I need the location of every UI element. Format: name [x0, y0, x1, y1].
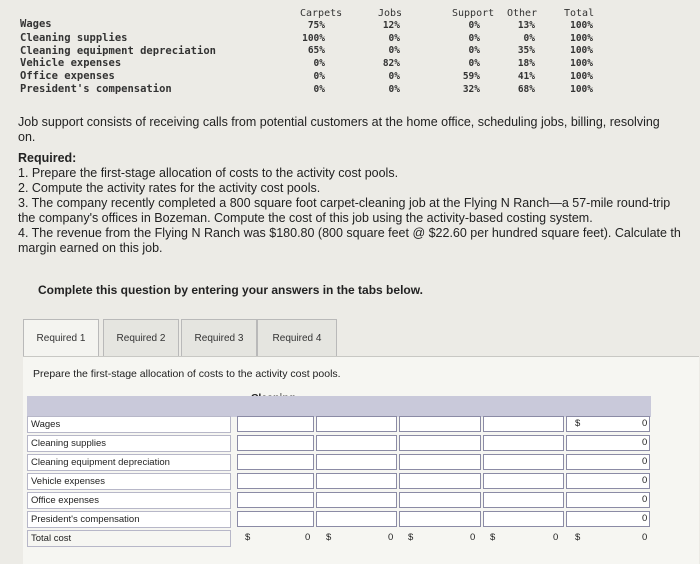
total-column-value: 0	[642, 532, 648, 543]
alloc-cell: 100%	[570, 45, 593, 56]
alloc-cell: 100%	[570, 71, 593, 82]
answer-row-label: Vehicle expenses	[27, 473, 231, 490]
answer-input[interactable]	[399, 416, 481, 432]
answer-input[interactable]	[399, 511, 481, 527]
answer-input[interactable]	[566, 435, 650, 451]
alloc-cell: 13%	[517, 20, 535, 31]
alloc-cell: 32%	[462, 84, 480, 95]
alloc-row-label: Cleaning supplies	[20, 32, 128, 44]
answer-row-label: Wages	[27, 416, 231, 433]
tab-required-3[interactable]	[181, 319, 257, 356]
total-column-value: 0	[642, 494, 648, 505]
required-heading: Required:	[18, 151, 77, 165]
alloc-cell: 68%	[517, 84, 535, 95]
header-band	[27, 396, 651, 417]
answer-row-label: Office expenses	[27, 492, 231, 509]
dollar-sign: $	[575, 418, 581, 429]
alloc-cell: 18%	[517, 58, 535, 69]
answer-input[interactable]	[566, 454, 650, 470]
alloc-cell: 0%	[313, 71, 325, 82]
answer-input[interactable]	[316, 416, 397, 432]
alloc-cell: 0%	[468, 33, 480, 44]
alloc-cell: 82%	[382, 58, 400, 69]
alloc-col-header: Other	[507, 8, 538, 19]
answer-input[interactable]	[237, 435, 314, 451]
dollar-sign: $	[326, 532, 332, 543]
alloc-row-label: President's compensation	[20, 83, 172, 95]
total-column-value: 0	[642, 475, 648, 486]
answer-input[interactable]	[237, 511, 314, 527]
description-text	[18, 115, 700, 145]
tab-required-4[interactable]	[257, 319, 337, 356]
total-row-value: 0	[470, 532, 476, 543]
tab-label: Required 4	[272, 332, 322, 344]
required-item: 3. The company recently completed a 800 square foot carpet-cleaning job at the Flying N Ranch—a 57-mile round-trip	[18, 196, 671, 210]
alloc-cell: 0%	[468, 45, 480, 56]
answer-input[interactable]	[316, 454, 397, 470]
answer-row-label: Total cost	[27, 530, 231, 547]
answer-input[interactable]	[316, 492, 397, 508]
alloc-col-header: Carpets	[300, 8, 343, 19]
required-item: margin earned on this job.	[18, 241, 163, 255]
required-item: the company's offices in Bozeman. Compute the cost of this job using the activity-based costing system.	[18, 211, 593, 225]
alloc-cell: 0%	[388, 71, 400, 82]
alloc-cell: 75%	[307, 20, 325, 31]
answer-input[interactable]	[483, 435, 564, 451]
dollar-sign: $	[490, 532, 496, 543]
alloc-cell: 100%	[570, 20, 593, 31]
prompt-text: Prepare the first-stage allocation of costs to the activity cost pools.	[33, 368, 341, 380]
alloc-row-label: Vehicle expenses	[20, 57, 122, 69]
total-column-value: 0	[642, 437, 648, 448]
answer-input[interactable]	[483, 492, 564, 508]
answer-input[interactable]	[316, 435, 397, 451]
answer-input[interactable]	[237, 473, 314, 489]
total-row-value: 0	[305, 532, 311, 543]
answer-input[interactable]	[566, 473, 650, 489]
answer-row-label: Cleaning supplies	[27, 435, 231, 452]
total-column-value: 0	[642, 418, 648, 429]
tab-label: Required 3	[194, 332, 244, 344]
answer-row-label: President's compensation	[27, 511, 231, 528]
answer-input[interactable]	[566, 511, 650, 527]
alloc-cell: 100%	[570, 58, 593, 69]
alloc-cell: 59%	[462, 71, 480, 82]
total-row-value: 0	[553, 532, 559, 543]
dollar-sign: $	[245, 532, 251, 543]
alloc-cell: 0%	[388, 33, 400, 44]
answer-input[interactable]	[237, 416, 314, 432]
alloc-row-label: Wages	[20, 18, 52, 30]
tab-required-2[interactable]	[103, 319, 179, 356]
required-item: 4. The revenue from the Flying N Ranch was $180.80 (800 square feet @ $22.60 per hundred square feet). Calculate th	[18, 226, 681, 240]
description-line: on.	[18, 130, 36, 144]
alloc-cell: 0%	[388, 84, 400, 95]
answer-input[interactable]	[399, 454, 481, 470]
answer-row-label: Cleaning equipment depreciation	[27, 454, 231, 471]
answer-input[interactable]	[237, 454, 314, 470]
instruction-text: Complete this question by entering your answers in the tabs below.	[38, 283, 423, 297]
alloc-cell: 0%	[468, 20, 480, 31]
alloc-cell: 35%	[517, 45, 535, 56]
alloc-cell: 0%	[313, 84, 325, 95]
answer-input[interactable]	[316, 511, 397, 527]
total-row-value: 0	[388, 532, 394, 543]
tab-label: Required 2	[116, 332, 166, 344]
answer-input[interactable]	[399, 492, 481, 508]
answer-input[interactable]	[566, 492, 650, 508]
answer-input[interactable]	[483, 473, 564, 489]
description-line: Job support consists of receiving calls from potential customers at the home office, scheduling jobs, billing, resolving	[18, 115, 660, 129]
alloc-col-header: Support	[452, 8, 495, 19]
alloc-cell: 100%	[570, 84, 593, 95]
tab-label: Required 1	[36, 332, 86, 344]
answer-input[interactable]	[483, 511, 564, 527]
alloc-cell: 41%	[517, 71, 535, 82]
alloc-cell: 100%	[570, 33, 593, 44]
alloc-row-label: Cleaning equipment depreciation	[20, 45, 216, 57]
alloc-col-header: Jobs	[378, 8, 403, 19]
answer-input[interactable]	[237, 492, 314, 508]
answer-input[interactable]	[399, 473, 481, 489]
answer-input[interactable]	[483, 416, 564, 432]
required-section	[18, 151, 700, 256]
alloc-col-header: Total	[564, 8, 595, 19]
alloc-cell: 65%	[307, 45, 325, 56]
tab-required-1[interactable]	[23, 319, 99, 356]
total-column-value: 0	[642, 513, 648, 524]
alloc-cell: 0%	[468, 58, 480, 69]
total-column-value: 0	[642, 456, 648, 467]
alloc-cell: 0%	[388, 45, 400, 56]
tab-bar	[23, 319, 699, 357]
answer-input[interactable]	[399, 435, 481, 451]
dollar-sign: $	[575, 532, 581, 543]
alloc-cell: 12%	[382, 20, 400, 31]
allocation-table	[0, 0, 700, 100]
alloc-row-label: Office expenses	[20, 70, 115, 82]
answer-input[interactable]	[316, 473, 397, 489]
required-item: 2. Compute the activity rates for the activity cost pools.	[18, 181, 321, 195]
required-item: 1. Prepare the first-stage allocation of costs to the activity cost pools.	[18, 166, 399, 180]
alloc-cell: 0%	[523, 33, 535, 44]
answer-input[interactable]	[483, 454, 564, 470]
alloc-cell: 0%	[313, 58, 325, 69]
dollar-sign: $	[408, 532, 414, 543]
alloc-cell: 100%	[302, 33, 325, 44]
